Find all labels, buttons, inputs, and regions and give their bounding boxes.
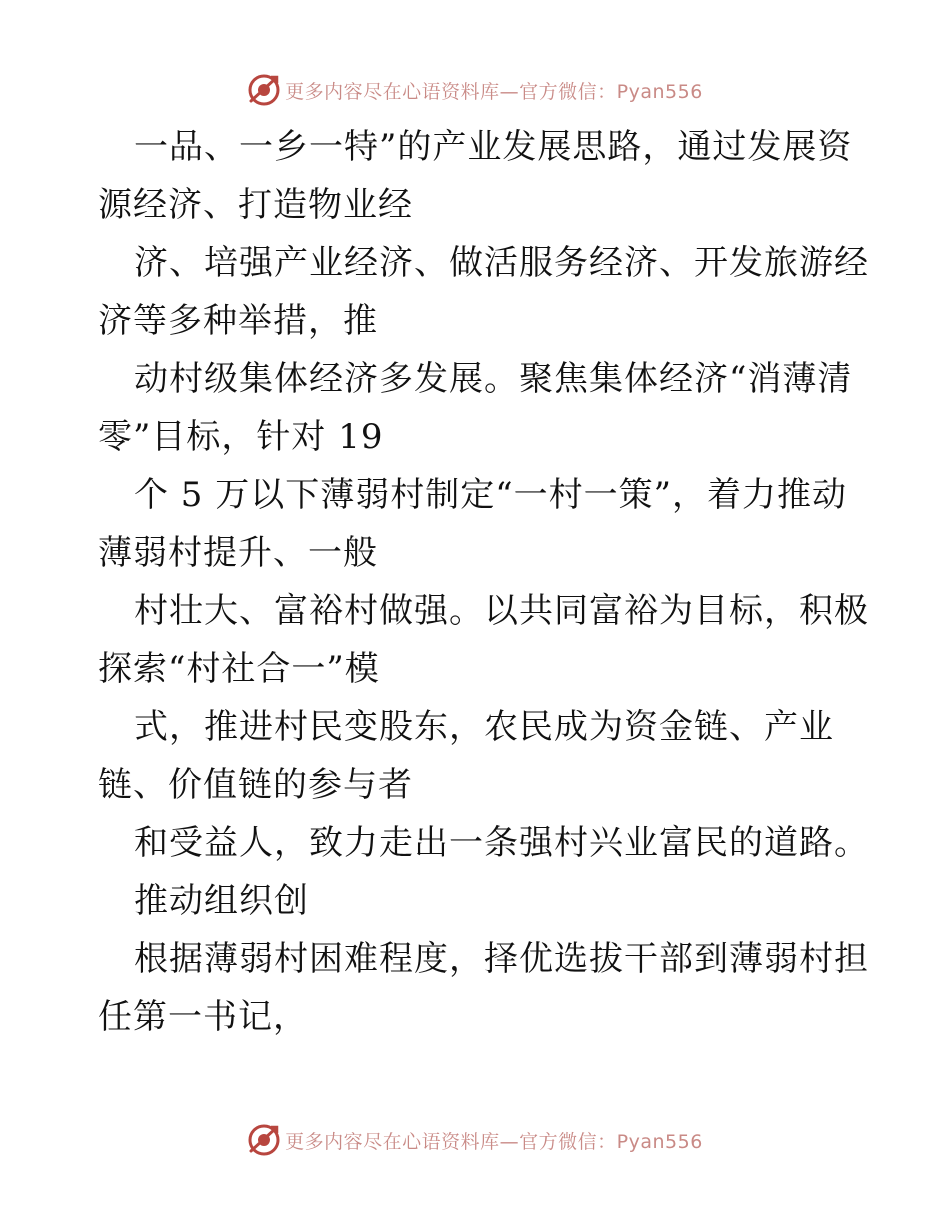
logo-icon <box>247 1123 281 1157</box>
text-line: 式，推进村民变股东，农民成为资金链、产业 <box>134 707 834 747</box>
text-line: 村壮大、富裕村做强。以共同富裕为目标，积极 <box>134 591 869 631</box>
text-line: 链、价值链的参与者 <box>98 765 413 805</box>
text-line: 和受益人，致力走出一条强村兴业富民的道路。 <box>134 823 869 863</box>
text-line: 源经济、打造物业经 <box>98 185 413 225</box>
header-banner-text: 更多内容尽在心语资料库—官方微信：Pyan556 <box>285 80 703 103</box>
text-line: 动村级集体经济多发展。聚焦集体经济“消薄清 <box>134 359 853 399</box>
text-line: 根据薄弱村困难程度，择优选拔干部到薄弱村担 <box>134 939 869 979</box>
text-line: 个 5 万以下薄弱村制定“一村一策”，着力推动 <box>134 475 848 515</box>
text-line: 一品、一乡一特”的产业发展思路，通过发展资 <box>134 127 853 167</box>
document-body <box>98 118 869 1046</box>
header-banner <box>0 70 950 110</box>
text-line: 推动组织创 <box>134 881 309 921</box>
text-line: 薄弱村提升、一般 <box>98 533 378 573</box>
text-line: 济、培强产业经济、做活服务经济、开发旅游经 <box>134 243 869 283</box>
logo-icon <box>247 73 281 107</box>
footer-banner <box>0 1120 950 1160</box>
footer-banner-text: 更多内容尽在心语资料库—官方微信：Pyan556 <box>285 1130 703 1153</box>
text-line: 任第一书记， <box>98 997 308 1037</box>
text-line: 零”目标，针对 19 <box>98 417 384 457</box>
text-line: 探索“村社合一”模 <box>98 649 380 689</box>
text-line: 济等多种举措，推 <box>98 301 378 341</box>
